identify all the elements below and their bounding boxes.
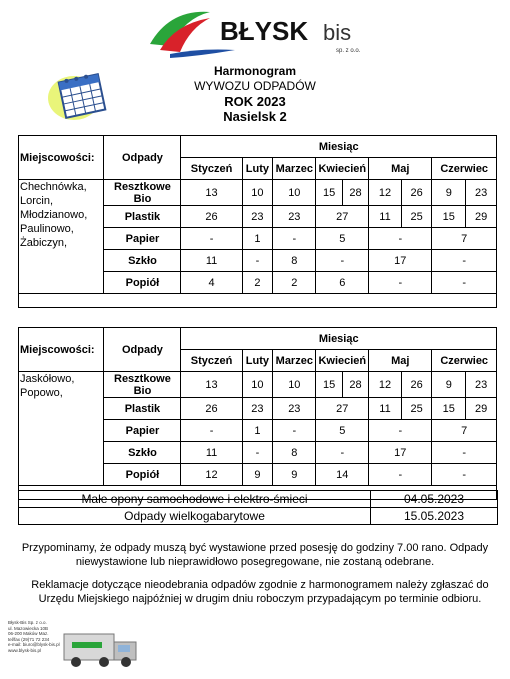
month-cell: Maj	[369, 158, 432, 180]
date-cell: -	[432, 250, 497, 272]
date-cell: -	[369, 464, 432, 486]
date-cell: 9	[432, 180, 466, 206]
company-address	[8, 620, 68, 653]
month-cell: Styczeń	[181, 350, 242, 372]
waste-type: Popiół	[104, 272, 181, 294]
address-line: 06-200 Maków Maz.	[8, 631, 49, 636]
date-cell: 15	[316, 372, 342, 398]
header-subtitle: WYWOZU ODPADÓW	[194, 79, 316, 93]
date-cell: 12	[369, 180, 402, 206]
date-cell: 15	[316, 180, 342, 206]
date-cell: 9	[432, 372, 466, 398]
date-cell: -	[369, 272, 432, 294]
month-cell: Marzec	[273, 350, 316, 372]
date-cell: 11	[181, 442, 242, 464]
waste-header: Odpady	[104, 136, 181, 180]
waste-type: Popiół	[104, 464, 181, 486]
date-cell: 28	[342, 180, 368, 206]
month-cell: Kwiecień	[316, 350, 369, 372]
date-cell: 7	[432, 420, 497, 442]
date-cell: 12	[181, 464, 242, 486]
garbage-truck-icon	[62, 622, 142, 672]
company-footer	[8, 620, 148, 676]
date-cell: 23	[466, 372, 497, 398]
date-cell: 25	[401, 206, 432, 228]
table-row	[19, 372, 497, 398]
date-cell: 27	[316, 206, 369, 228]
date-cell: -	[316, 250, 369, 272]
date-cell: 4	[181, 272, 242, 294]
locations-list: Chechnówka, Lorcin, Młodzianowo, Paulinowo, Żabiczyn,	[19, 180, 104, 294]
date-cell: 15	[432, 398, 466, 420]
address-line: tel/fax (29)71 72 234	[8, 636, 50, 642]
month-cell: Marzec	[273, 158, 316, 180]
date-cell: 2	[273, 272, 316, 294]
header-row	[19, 136, 497, 158]
date-cell: 12	[369, 372, 402, 398]
month-cell: Luty	[242, 350, 273, 372]
spacer-row	[19, 294, 497, 308]
date-cell: 9	[273, 464, 316, 486]
date-cell: 23	[273, 206, 316, 228]
header-year: ROK 2023	[224, 94, 286, 109]
header-title: Harmonogram	[213, 64, 296, 78]
date-cell: 25	[401, 398, 432, 420]
waste-header: Odpady	[104, 328, 181, 372]
waste-type: Plastik	[104, 398, 181, 420]
date-cell: 6	[316, 272, 369, 294]
header-area: Nasielsk 2	[223, 109, 287, 124]
date-cell: 11	[369, 398, 402, 420]
address-line: e-mail: biuro@blysk-bis.pl	[8, 642, 60, 647]
special-row	[19, 491, 498, 508]
date-cell: 10	[242, 180, 273, 206]
date-cell: 7	[432, 228, 497, 250]
special-label: Małe opony samochodowe i elektro-śmieci	[19, 491, 371, 508]
date-cell: -	[432, 442, 497, 464]
date-cell: -	[369, 420, 432, 442]
table-row	[19, 180, 497, 206]
month-cell: Kwiecień	[316, 158, 369, 180]
waste-type: Szkło	[104, 250, 181, 272]
date-cell: 8	[273, 442, 316, 464]
date-cell: -	[181, 228, 242, 250]
waste-type: Resztkowe Bio	[104, 372, 181, 398]
header-row	[19, 328, 497, 350]
waste-type: Papier	[104, 420, 181, 442]
date-cell: 13	[181, 372, 242, 398]
date-cell: 13	[181, 180, 242, 206]
date-cell: 26	[401, 372, 432, 398]
date-cell: -	[273, 420, 316, 442]
month-cell: Maj	[369, 350, 432, 372]
date-cell: 1	[242, 420, 273, 442]
blysk-bis-logo	[140, 4, 380, 58]
address-line: Błysk-Bis Sp. z o.o.	[8, 620, 47, 625]
date-cell: 23	[242, 206, 273, 228]
reminder-note: Przypominamy, że odpady muszą być wystawione przed posesję do godziny 7.00 rano. Odpady niewystawione lub nieprawidłowo posegregowane, nie zostaną odebrane.	[21, 542, 489, 568]
waste-type: Plastik	[104, 206, 181, 228]
date-cell: 26	[181, 398, 242, 420]
waste-type: Szkło	[104, 442, 181, 464]
date-cell: 9	[242, 464, 273, 486]
date-cell: -	[369, 228, 432, 250]
special-date: 04.05.2023	[371, 491, 498, 508]
date-cell: 8	[273, 250, 316, 272]
schedule-table-1	[18, 135, 497, 308]
special-row	[19, 508, 498, 525]
date-cell: 26	[181, 206, 242, 228]
date-cell: 23	[273, 398, 316, 420]
locations-header: Miejscowości:	[19, 136, 104, 180]
date-cell: 26	[401, 180, 432, 206]
complaint-note: Reklamacje dotyczące nieodebrania odpadów zgodnie z harmonogramem należy zgłaszać do Urzędu Miejskiego najpóźniej w drugim dniu roboczym przypadającym po terminie odbioru.	[31, 579, 489, 605]
special-date: 15.05.2023	[371, 508, 498, 525]
svg-text:bis: bis	[323, 20, 352, 45]
locations-list: Jaskółowo, Popowo,	[19, 372, 104, 486]
month-cell: Czerwiec	[432, 350, 497, 372]
date-cell: 2	[242, 272, 273, 294]
address-line: www.blysk-bis.pl	[8, 647, 42, 653]
date-cell: -	[242, 442, 273, 464]
date-cell: -	[181, 420, 242, 442]
date-cell: 10	[242, 372, 273, 398]
date-cell: 11	[181, 250, 242, 272]
date-cell: 17	[369, 442, 432, 464]
svg-text:sp. z o.o.: sp. z o.o.	[336, 48, 361, 54]
document-header	[120, 64, 390, 124]
month-cell: Styczeń	[181, 158, 242, 180]
address-line: ul. Mazowiecka 10B	[8, 625, 49, 631]
date-cell: 23	[242, 398, 273, 420]
date-cell: 29	[466, 398, 497, 420]
date-cell: 11	[369, 206, 402, 228]
date-cell: 27	[316, 398, 369, 420]
date-cell: 10	[273, 372, 316, 398]
date-cell: 5	[316, 228, 369, 250]
month-cell: Czerwiec	[432, 158, 497, 180]
date-cell: -	[242, 250, 273, 272]
date-cell: -	[273, 228, 316, 250]
date-cell: -	[316, 442, 369, 464]
date-cell: 10	[273, 180, 316, 206]
date-cell: 15	[432, 206, 466, 228]
date-cell: 14	[316, 464, 369, 486]
waste-type: Resztkowe Bio	[104, 180, 181, 206]
svg-text:BŁYSK: BŁYSK	[220, 16, 309, 46]
date-cell: 28	[342, 372, 368, 398]
date-cell: -	[432, 464, 497, 486]
month-header: Miesiąc	[181, 136, 497, 158]
date-cell: 17	[369, 250, 432, 272]
special-label: Odpady wielkogabarytowe	[19, 508, 371, 525]
waste-type: Papier	[104, 228, 181, 250]
date-cell: 29	[466, 206, 497, 228]
month-cell: Luty	[242, 158, 273, 180]
locations-header: Miejscowości:	[19, 328, 104, 372]
calendar-icon	[44, 64, 112, 124]
date-cell: 1	[242, 228, 273, 250]
special-pickups-table	[18, 490, 498, 525]
schedule-table-2	[18, 327, 497, 500]
month-header: Miesiąc	[181, 328, 497, 350]
date-cell: 5	[316, 420, 369, 442]
date-cell: -	[432, 272, 497, 294]
date-cell: 23	[466, 180, 497, 206]
